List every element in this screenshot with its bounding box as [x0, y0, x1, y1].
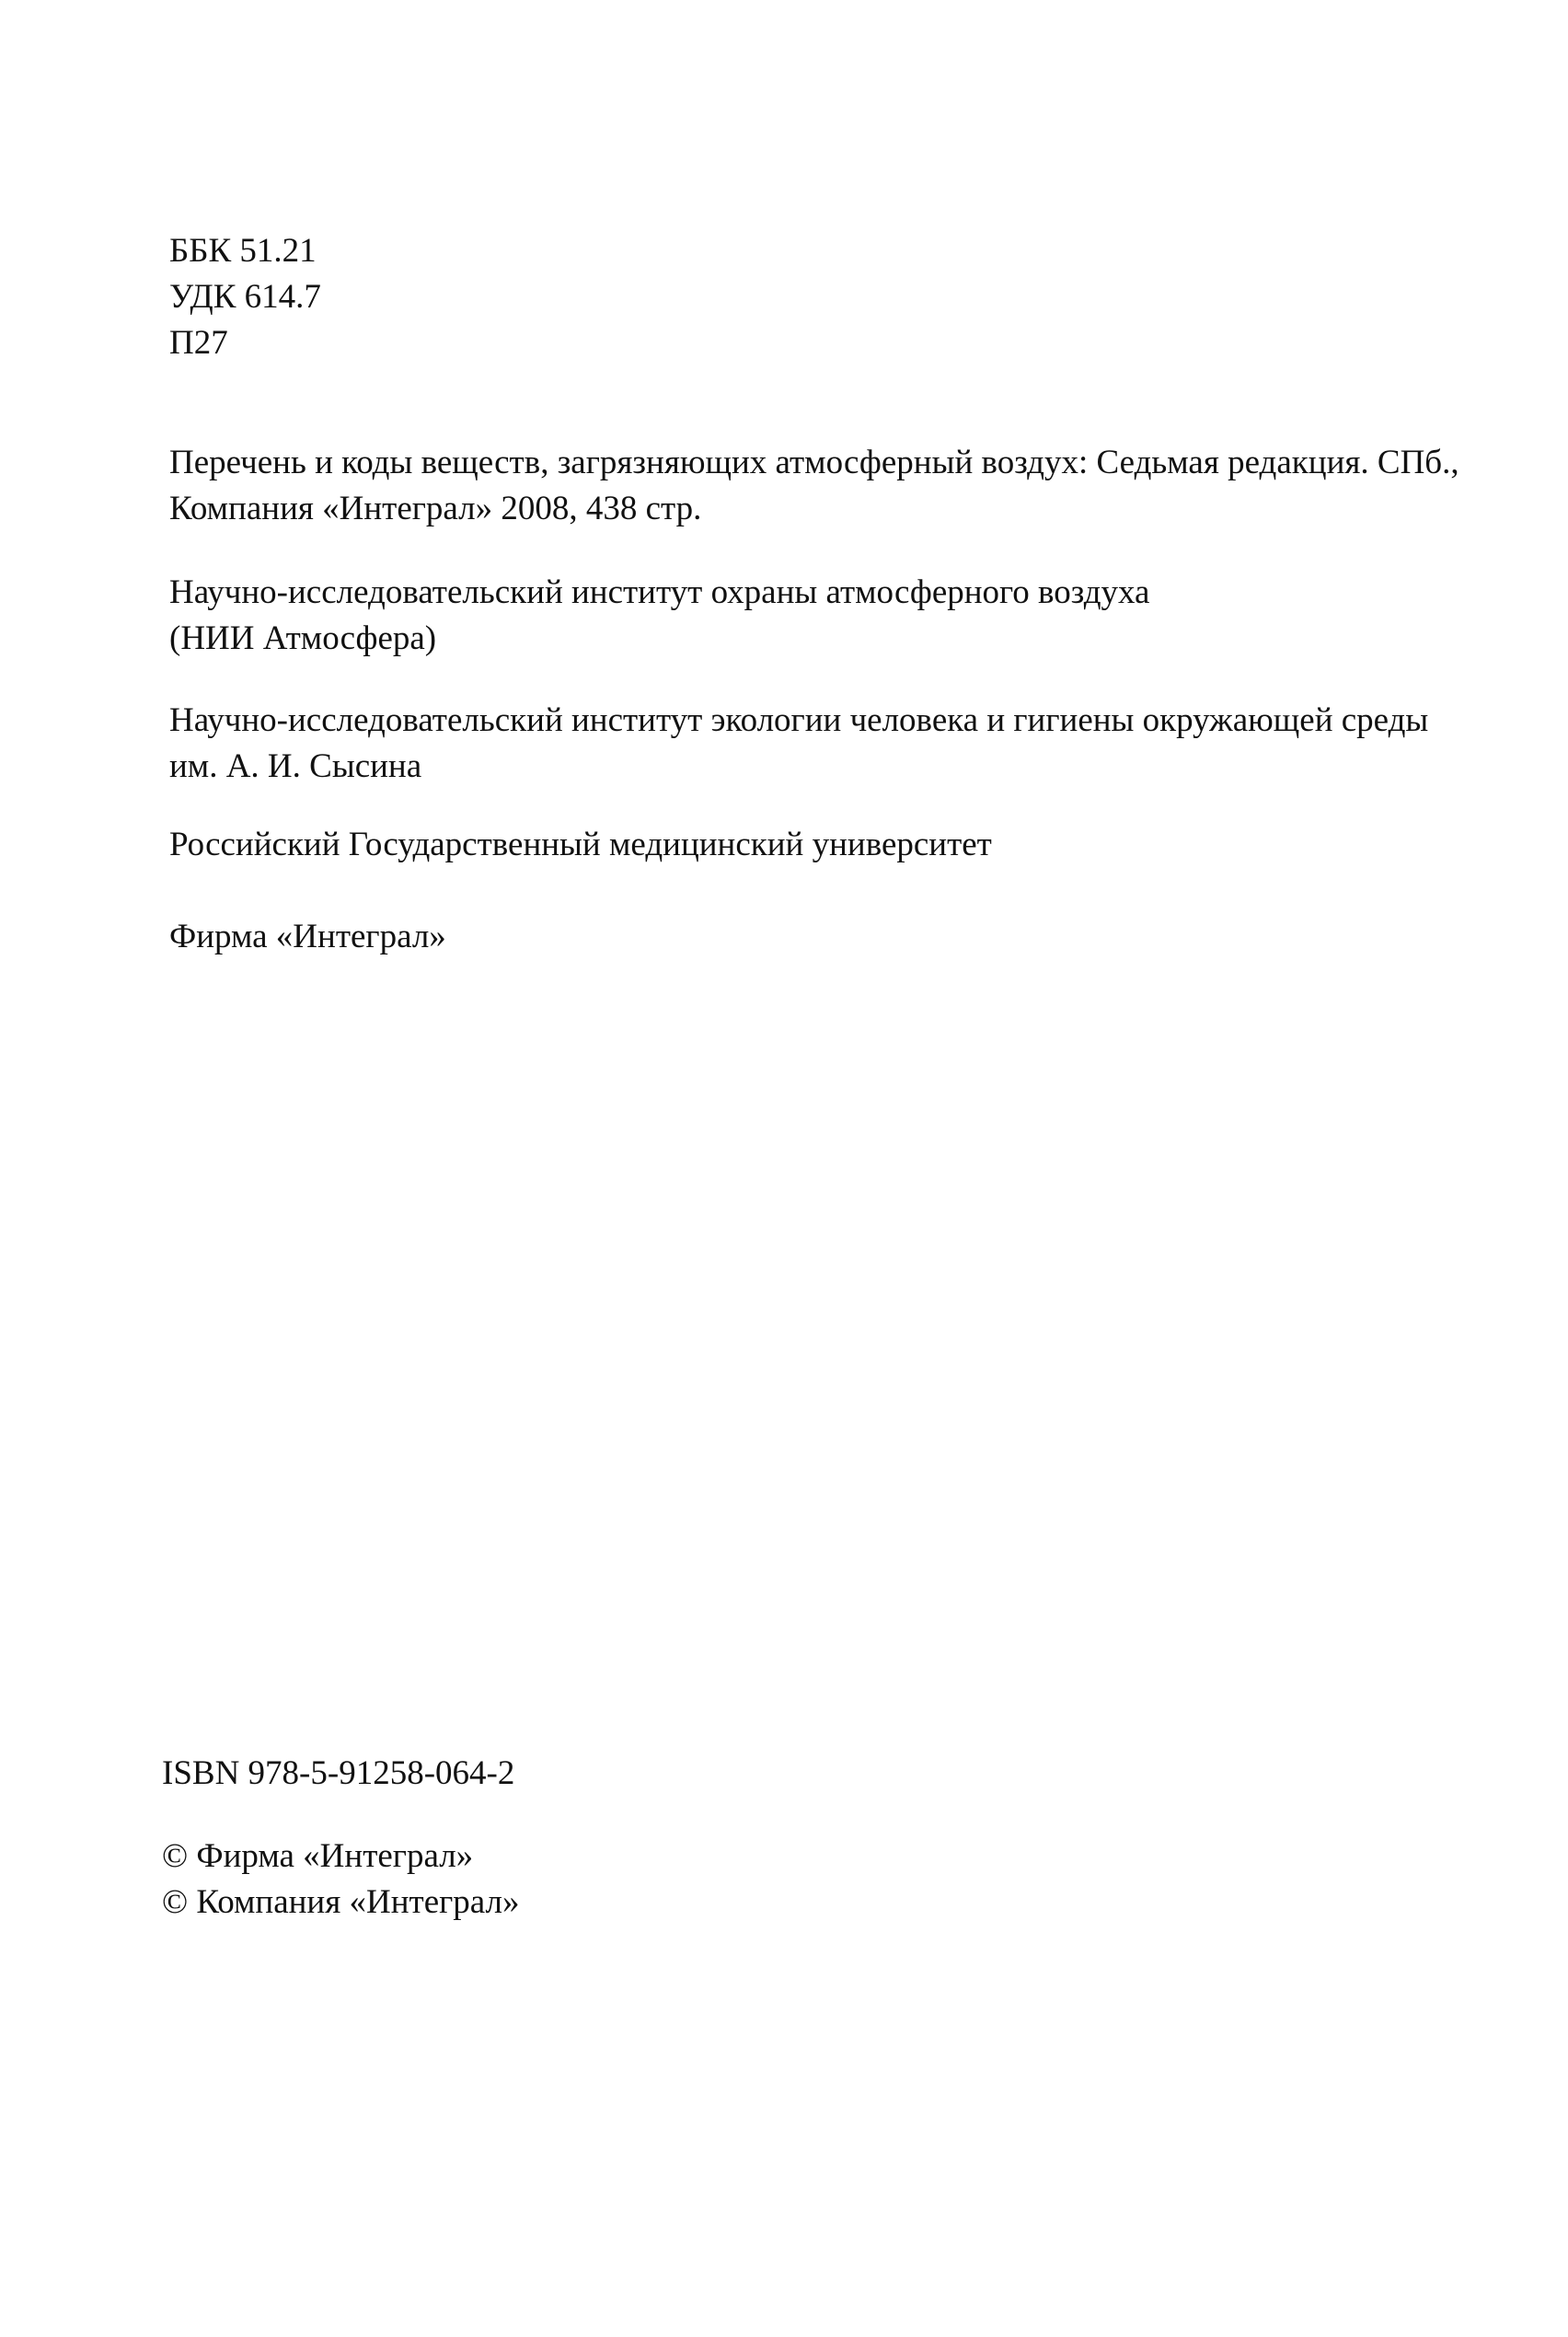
isbn: ISBN 978-5-91258-064-2 — [162, 1754, 515, 1792]
organization-abbrev: (НИИ Атмосфера) — [169, 619, 437, 657]
bibliographic-line-1: Перечень и коды веществ, загрязняющих атмосферный воздух: Седьмая редакция. СПб., — [169, 444, 1459, 481]
copyright-block — [162, 1834, 520, 1926]
copyright-firm: © Фирма «Интеграл» — [162, 1837, 474, 1875]
organization-named-after: им. А. И. Сысина — [169, 747, 422, 785]
udk-code: УДК 614.7 — [169, 278, 321, 316]
organization-university: Российский Государственный медицинский университет — [169, 826, 992, 863]
organization-sysin — [169, 698, 1428, 790]
classification-block — [169, 228, 321, 366]
copyright-company: © Компания «Интеграл» — [162, 1883, 520, 1921]
organization-atmosfera — [169, 570, 1149, 662]
bbk-code: ББК 51.21 — [169, 232, 317, 270]
organization-integral-firm: Фирма «Интеграл» — [169, 918, 446, 955]
bibliographic-entry — [169, 440, 1459, 532]
organization-name: Научно-исследовательский институт экологии человека и гигиены окружающей среды — [169, 701, 1429, 739]
author-sign: П27 — [169, 324, 228, 362]
bibliographic-line-2: Компания «Интеграл» 2008, 438 стр. — [169, 490, 702, 527]
organization-name: Научно-исследовательский институт охраны атмосферного воздуха — [169, 573, 1150, 611]
